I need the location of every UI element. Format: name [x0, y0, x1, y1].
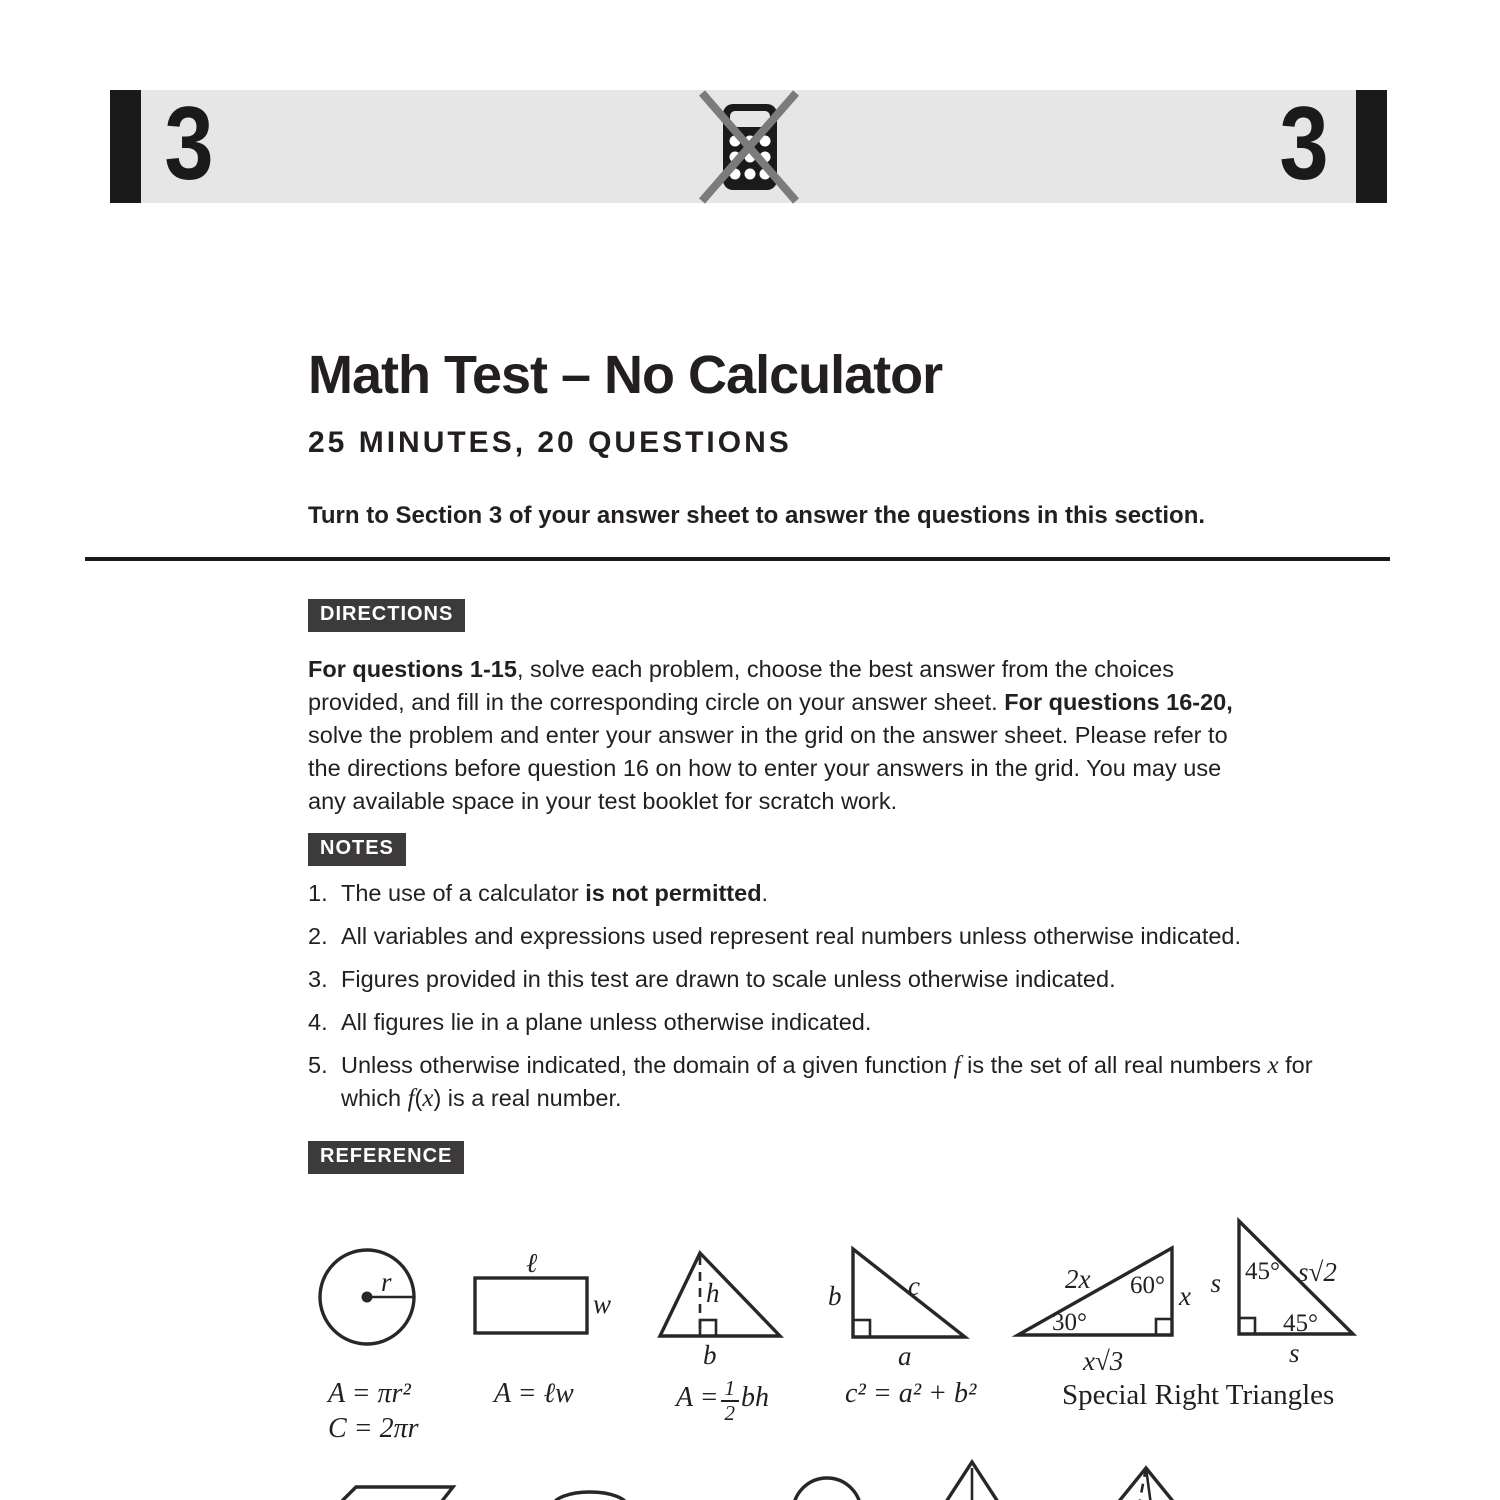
length-label: ℓ [526, 1248, 538, 1278]
section-number-right: 3 [1279, 85, 1329, 202]
note-3: 3. Figures provided in this test are drawn to scale unless otherwise indicated. [308, 966, 1116, 992]
sphere-top [793, 1478, 861, 1500]
page-title: Math Test – No Calculator [308, 345, 943, 405]
formula-rectangle-area: A = ℓw [494, 1378, 574, 1409]
directions-line: provided, and fill in the corresponding circle on your answer sheet. For questions 16-20, [308, 689, 1233, 715]
notes-badge: NOTES [308, 833, 406, 866]
formula-circle-area: A = πr² [328, 1378, 411, 1409]
note-5: 5. Unless otherwise indicated, the domain of a given function f is the set of all real numbers x for which f(x) is a real number. [308, 1052, 1313, 1112]
width-label: w [593, 1289, 612, 1319]
directions-badge: DIRECTIONS [308, 599, 465, 632]
reference-badge: REFERENCE [308, 1141, 464, 1174]
angle-60-label: 60° [1130, 1272, 1165, 1299]
turn-to-section-instruction: Turn to Section 3 of your answer sheet to answer the questions in this section. [308, 502, 1206, 529]
formula-triangle-area: A = $\frac{1}{2}bh$ [676, 1376, 769, 1426]
no-calculator-icon [692, 83, 804, 209]
directions-text [308, 653, 1233, 818]
side-a-label: a [898, 1341, 912, 1371]
reference-figures [0, 1200, 1500, 1500]
triangle-45-45-90-figure [1210, 1221, 1353, 1368]
directions-line: any available space in your test booklet for scratch work. [308, 788, 898, 814]
section-number-left: 3 [164, 85, 214, 202]
directions-line: the directions before question 16 on how to enter your answers in the grid. You may use [308, 755, 1222, 781]
header-right-black-bar [1356, 90, 1387, 203]
right-triangle-figure [828, 1249, 965, 1371]
notes-list [308, 877, 1313, 1126]
triangle-30-60-90-figure [1018, 1248, 1191, 1376]
rectangle-figure [475, 1248, 611, 1333]
side-s-base-label: s [1289, 1338, 1300, 1368]
special-right-triangles-caption: Special Right Triangles [1062, 1379, 1335, 1411]
cylinder-top [553, 1492, 627, 1500]
base-label: b [703, 1340, 717, 1370]
formula-pythagorean: c² = a² + b² [845, 1378, 977, 1409]
divider-rule [85, 557, 1390, 561]
partial-bottom-figures [342, 1462, 1176, 1500]
side-c-label: c [908, 1271, 920, 1301]
angle-30-label: 30° [1052, 1309, 1087, 1336]
cone-top [944, 1462, 1000, 1500]
side-b-label: b [828, 1281, 842, 1311]
section-header-bar [110, 85, 1387, 203]
height-label: h [706, 1278, 720, 1308]
rectangular-solid-top [342, 1487, 453, 1500]
header-left-black-bar [110, 90, 141, 203]
subtitle: 25 MINUTES, 20 QUESTIONS [308, 426, 792, 459]
note-1: 1. The use of a calculator is not permitted. [308, 880, 769, 906]
formula-circumference: C = 2πr [328, 1413, 419, 1444]
triangle-figure [660, 1253, 780, 1370]
circle-figure [320, 1250, 414, 1344]
leg-x-root3-label: x√3 [1083, 1346, 1124, 1376]
angle-45-bottom-label: 45° [1283, 1310, 1318, 1337]
angle-45-top-label: 45° [1245, 1258, 1280, 1285]
leg-x-label: x [1179, 1281, 1191, 1311]
directions-line: solve the problem and enter your answer in the grid on the answer sheet. Please refer to [308, 722, 1228, 748]
side-s-left-label: s [1210, 1268, 1221, 1298]
hypotenuse-s-root2-label: s√2 [1298, 1257, 1337, 1287]
hypotenuse-2x-label: 2x [1065, 1264, 1091, 1294]
pyramid-top [1116, 1468, 1176, 1500]
note-4: 4. All figures lie in a plane unless otherwise indicated. [308, 1009, 872, 1035]
directions-line: For questions 1-15, solve each problem, choose the best answer from the choices [308, 656, 1174, 682]
note-2: 2. All variables and expressions used represent real numbers unless otherwise indicated. [308, 923, 1242, 949]
radius-label: r [381, 1267, 392, 1297]
